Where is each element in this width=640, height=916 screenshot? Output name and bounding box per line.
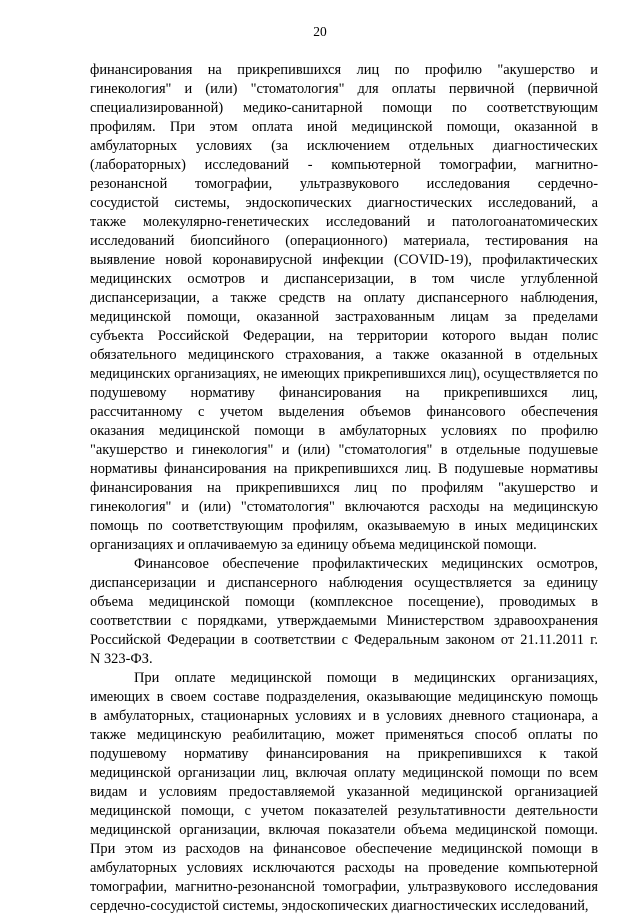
text-line: "акушерство и гинекология" и (или) "стоматология" в отдельные подушевые [90,442,598,458]
text-line: томографии, магнитно-резонансной томографии, ультразвукового исследования [90,879,598,895]
paragraph [90,669,598,916]
paragraph [90,555,598,669]
text-line: финансирования на прикрепившихся лиц по профилю "акушерство и [90,62,598,78]
text-line: медицинской помощи, с учетом показателей результативности деятельности [90,803,598,819]
text-line: специализированной) медико-санитарной помощи по соответствующим [90,100,598,116]
text-line: амбулаторных условиях исключаются расходы на проведение компьютерной [90,860,598,876]
text-line: имеющих в своем составе подразделения, оказывающие медицинскую помощь [90,689,598,705]
text-line: субъекта Российской Федерации, на территории которого выдан полис [90,328,598,344]
text-line: нормативы финансирования на прикрепившихся лиц. В подушевые нормативы [90,461,598,477]
text-line: Российской Федерации в соответствии с Федеральным законом от 21.11.2011 г. [90,632,598,648]
paragraph [90,61,598,555]
text-line: в амбулаторных, стационарных условиях и в условиях дневного стационара, а [90,708,598,724]
text-line: исследований биопсийного (операционного) материала, тестирования на [90,233,598,249]
text-line: амбулаторных условиях (за исключением отдельных диагностических [90,138,598,154]
text-line: резонансной томографии, ультразвукового исследования сердечно- [90,176,598,192]
text-line: помощь по соответствующим профилям, оказываемую в иных медицинских [90,518,598,534]
text-line: организациях и оплачиваемую за единицу объема медицинской помощи. [90,537,537,553]
text-line: рассчитанному с учетом выделения объемов финансового обеспечения [90,404,598,420]
text-line: гинекология" и (или) "стоматология" включаются расходы на медицинскую [90,499,598,515]
text-line: также медицинскую реабилитацию, может применяться способ оплаты по [90,727,598,743]
text-line: оказания медицинской помощи в амбулаторных условиях по профилю [90,423,598,439]
text-line: диспансеризации, а также средств на оплату диспансерного наблюдения, [90,290,598,306]
text-line: диспансеризации и диспансерного наблюдения осуществляется за единицу [90,575,598,591]
text-line: выявление новой коронавирусной инфекции (COVID-19), профилактических [90,252,598,268]
text-line: подушевому нормативу финансирования на прикрепившихся к такой [90,746,598,762]
text-line: также молекулярно-генетических исследований и патологоанатомических [90,214,598,230]
text-line: видам и условиям предоставляемой указанной медицинской организацией [90,784,598,800]
text-line: N 323-ФЗ. [90,651,153,667]
document-body [90,61,598,916]
text-line: объема медицинской помощи (комплексное посещение), проводимых в [90,594,598,610]
text-line: гинекология" и (или) "стоматология" для оплаты первичной (первичной [90,81,598,97]
text-line: медицинской организации лиц, включая оплату медицинской помощи по всем [90,765,598,781]
page-number: 20 [313,24,327,39]
text-line: сердечно-сосудистой системы, эндоскопических диагностических исследований, [90,898,589,914]
text-line: финансирования на прикрепившихся лиц по профилям "акушерство и [90,480,598,496]
text-line: медицинских осмотров и диспансеризации, в том числе углубленной [90,271,598,287]
text-line: Финансовое обеспечение профилактических медицинских осмотров, [134,556,598,572]
text-line: медицинской организации, включая показатели объема медицинской помощи. [90,822,598,838]
text-line: медицинских организациях, не имеющих прикрепившихся лиц), осуществляется по [90,366,598,382]
text-line: медицинской помощи, оказанной застрахованным лицам за пределами [90,309,598,325]
text-line: сосудистой системы, эндоскопических диагностических исследований, а [90,195,598,211]
text-line: При этом из расходов на финансовое обеспечение медицинской помощи в [90,841,598,857]
text-line: профилям. При этом оплата иной медицинской помощи, оказанной в [90,119,598,135]
text-line: обязательного медицинского страхования, а также оказанной в отдельных [90,347,598,363]
text-line: При оплате медицинской помощи в медицинских организациях, [134,670,598,686]
text-line: (лабораторных) исследований - компьютерной томографии, магнитно- [90,157,598,173]
text-line: соответствии с порядками, утверждаемыми Министерством здравоохранения [90,613,598,629]
text-line: подушевому нормативу финансирования на прикрепившихся лиц, [90,385,598,401]
